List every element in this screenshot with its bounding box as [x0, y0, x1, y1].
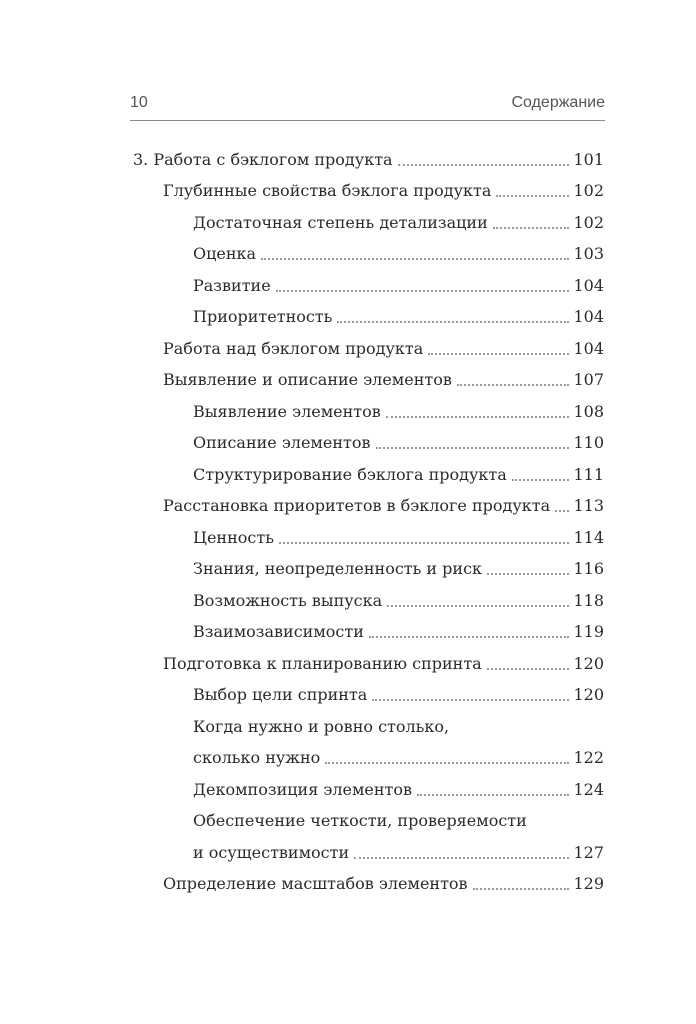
toc-entry-title: Структурирование бэклога продукта	[193, 465, 507, 484]
toc-entry-title: Расстановка приоритетов в бэклоге продукта	[163, 496, 551, 515]
leader-dots	[372, 699, 569, 701]
leader-dots	[354, 857, 569, 859]
toc-entry-page: 107	[573, 370, 604, 389]
toc-entry-title: Возможность выпуска	[193, 591, 383, 610]
toc-entry-title: Знания, неопределенность и риск	[193, 559, 483, 578]
toc-entry-subsection	[193, 398, 604, 422]
toc-entry-page: 124	[573, 780, 604, 799]
toc-entry-section	[163, 650, 604, 674]
toc-entry-subsection	[193, 303, 604, 327]
toc-entry-title: Развитие	[193, 276, 271, 295]
leader-dots	[512, 479, 570, 481]
toc-entry-page: 116	[573, 559, 604, 578]
leader-dots	[457, 384, 570, 386]
toc-entry-page: 119	[573, 622, 604, 641]
leader-dots	[493, 227, 570, 229]
toc-entry-subsection	[193, 429, 604, 453]
toc-entry-page: 104	[573, 307, 604, 326]
toc-entry-page: 110	[573, 433, 604, 452]
toc-entry-page: 104	[573, 276, 604, 295]
toc-entry-page: 114	[573, 528, 604, 547]
toc-entry-subsection	[193, 618, 604, 642]
toc-entry-page: 129	[573, 874, 604, 893]
leader-dots	[276, 290, 570, 292]
leader-dots	[279, 542, 570, 544]
toc-entry-subsection	[193, 839, 604, 863]
toc-entry-title: Декомпозиция элементов	[193, 780, 413, 799]
header-title: Содержание	[511, 94, 605, 111]
toc-entry-section	[163, 366, 604, 390]
toc-entry-title: Работа над бэклогом продукта	[163, 339, 424, 358]
leader-dots	[387, 605, 569, 607]
toc-entry-page: 102	[573, 213, 604, 232]
toc-entry-title: Выявление и описание элементов	[163, 370, 452, 389]
toc-entry-title: и осуществимости	[193, 843, 350, 862]
toc-entry-subsection	[193, 587, 604, 611]
toc-entry-title: Достаточная степень детализации	[193, 213, 488, 232]
toc-entry-page: 108	[573, 402, 604, 421]
toc-entry-title: Выбор цели спринта	[193, 685, 368, 704]
toc-entry-title: Глубинные свойства бэклога продукта	[163, 181, 492, 200]
leader-dots	[325, 762, 569, 764]
toc-entry-title: сколько нужно	[193, 748, 321, 767]
page-number: 10	[130, 94, 148, 111]
leader-dots	[369, 636, 570, 638]
leader-dots	[555, 510, 569, 512]
toc-entry-title: Оценка	[193, 244, 257, 263]
toc-entry-subsection	[193, 272, 604, 296]
toc-entry-section	[163, 492, 604, 516]
leader-dots	[337, 321, 569, 323]
toc-entry-title: Описание элементов	[193, 433, 371, 452]
toc-entry-subsection	[193, 209, 604, 233]
toc-entry-subsection	[193, 681, 604, 705]
leader-dots	[496, 195, 569, 197]
toc-entry-page: 113	[573, 496, 604, 515]
leader-dots	[261, 258, 569, 260]
toc-entry-page: 103	[573, 244, 604, 263]
leader-dots	[487, 668, 570, 670]
toc-entry-page: 127	[573, 843, 604, 862]
toc-entry-section	[163, 870, 604, 894]
toc-entry-section	[163, 335, 604, 359]
toc-entry-page: 101	[573, 150, 604, 169]
toc-entry-title: Ценность	[193, 528, 274, 547]
toc-entry-page: 118	[573, 591, 604, 610]
toc-entry-title: Взаимозависимости	[193, 622, 364, 641]
toc-entry-page: 111	[573, 465, 604, 484]
leader-dots	[428, 353, 569, 355]
toc-entry-subsection	[193, 776, 604, 800]
toc-entry-subsection	[193, 555, 604, 579]
leader-dots	[398, 164, 570, 166]
toc-entry-title: Подготовка к планированию спринта	[163, 654, 482, 673]
toc-entry-title: Определение масштабов элементов	[163, 874, 468, 893]
toc-entry-title-line1: Обеспечение четкости, проверяемости	[193, 811, 527, 830]
toc-entry-subsection	[193, 461, 604, 485]
toc-entry-chapter	[133, 146, 604, 170]
toc-entry-title: Приоритетность	[193, 307, 333, 326]
leader-dots	[386, 416, 570, 418]
toc-entry-page: 104	[573, 339, 604, 358]
toc-entry-title: Выявление элементов	[193, 402, 381, 421]
leader-dots	[473, 888, 570, 890]
toc-entry-section	[163, 177, 604, 201]
toc-entry-page: 120	[573, 654, 604, 673]
leader-dots	[376, 447, 570, 449]
toc-entry-page: 122	[573, 748, 604, 767]
toc-entry-title: 3. Работа с бэклогом продукта	[133, 150, 393, 169]
toc-entry-page: 102	[573, 181, 604, 200]
toc-entry-subsection	[193, 240, 604, 264]
toc-entry-subsection	[193, 744, 604, 768]
toc-entry-subsection	[193, 524, 604, 548]
toc-entry-page: 120	[573, 685, 604, 704]
leader-dots	[487, 573, 569, 575]
leader-dots	[417, 794, 569, 796]
toc-entry-title-line1: Когда нужно и ровно столько,	[193, 717, 450, 736]
